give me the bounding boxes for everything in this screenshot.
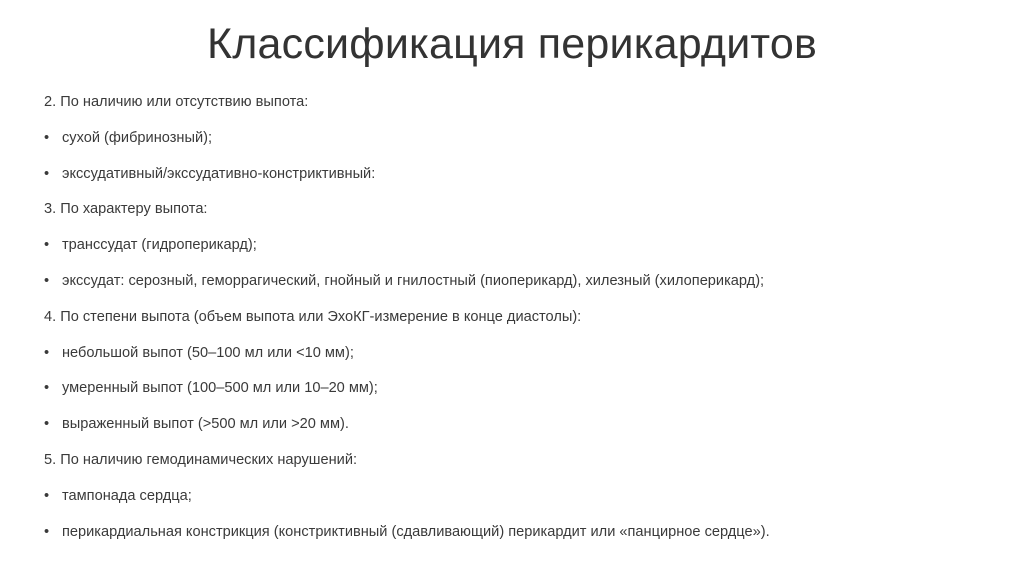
bullet-marker: • xyxy=(44,344,50,361)
bullet-marker: • xyxy=(44,416,50,433)
bullet-marker: • xyxy=(44,129,50,146)
section-heading xyxy=(44,85,984,121)
bullet-marker: • xyxy=(44,487,50,504)
line-text: тампонада сердца; xyxy=(62,487,192,504)
bullet-item xyxy=(44,371,984,407)
bullet-item xyxy=(44,336,984,372)
line-text: 5. По наличию гемодинамических нарушений: xyxy=(44,451,358,468)
line-text: небольшой выпот (50–100 мл или <10 мм); xyxy=(62,344,354,361)
bullet-marker: • xyxy=(44,272,50,289)
bullet-marker: • xyxy=(44,523,50,540)
bullet-item xyxy=(44,228,984,264)
section-heading xyxy=(44,443,984,479)
line-text: экссудат: серозный, геморрагический, гнойный и гнилостный (пиоперикард), хилезный (хилоперикард); xyxy=(62,272,765,289)
line-text: сухой (фибринозный); xyxy=(62,129,213,146)
line-text: 2. По наличию или отсутствию выпота: xyxy=(44,94,309,110)
slide-content xyxy=(44,85,984,550)
bullet-marker: • xyxy=(44,165,50,182)
bullet-item xyxy=(44,121,984,157)
bullet-item xyxy=(44,479,984,515)
line-text: 4. По степени выпота (объем выпота или ЭхоКГ-измерение в конце диастолы): xyxy=(44,308,582,325)
bullet-item xyxy=(44,157,984,193)
bullet-item xyxy=(44,515,984,551)
line-text: 3. По характеру выпота: xyxy=(44,201,208,218)
bullet-marker: • xyxy=(44,237,50,254)
line-text: умеренный выпот (100–500 мл или 10–20 мм); xyxy=(62,380,378,397)
bullet-item xyxy=(44,407,984,443)
line-text: выраженный выпот (>500 мл или >20 мм). xyxy=(62,416,349,433)
slide-title: Классификация перикардитов xyxy=(206,20,818,68)
section-heading xyxy=(44,300,984,336)
line-text: транссудат (гидроперикард); xyxy=(62,237,257,254)
line-text: перикардиальная констрикция (констриктивный (сдавливающий) перикардит или «панцирное сердце»). xyxy=(62,523,770,540)
section-heading xyxy=(44,192,984,228)
bullet-marker: • xyxy=(44,380,50,397)
line-text: экссудативный/экссудативно-констриктивный: xyxy=(62,165,376,182)
bullet-item xyxy=(44,264,984,300)
